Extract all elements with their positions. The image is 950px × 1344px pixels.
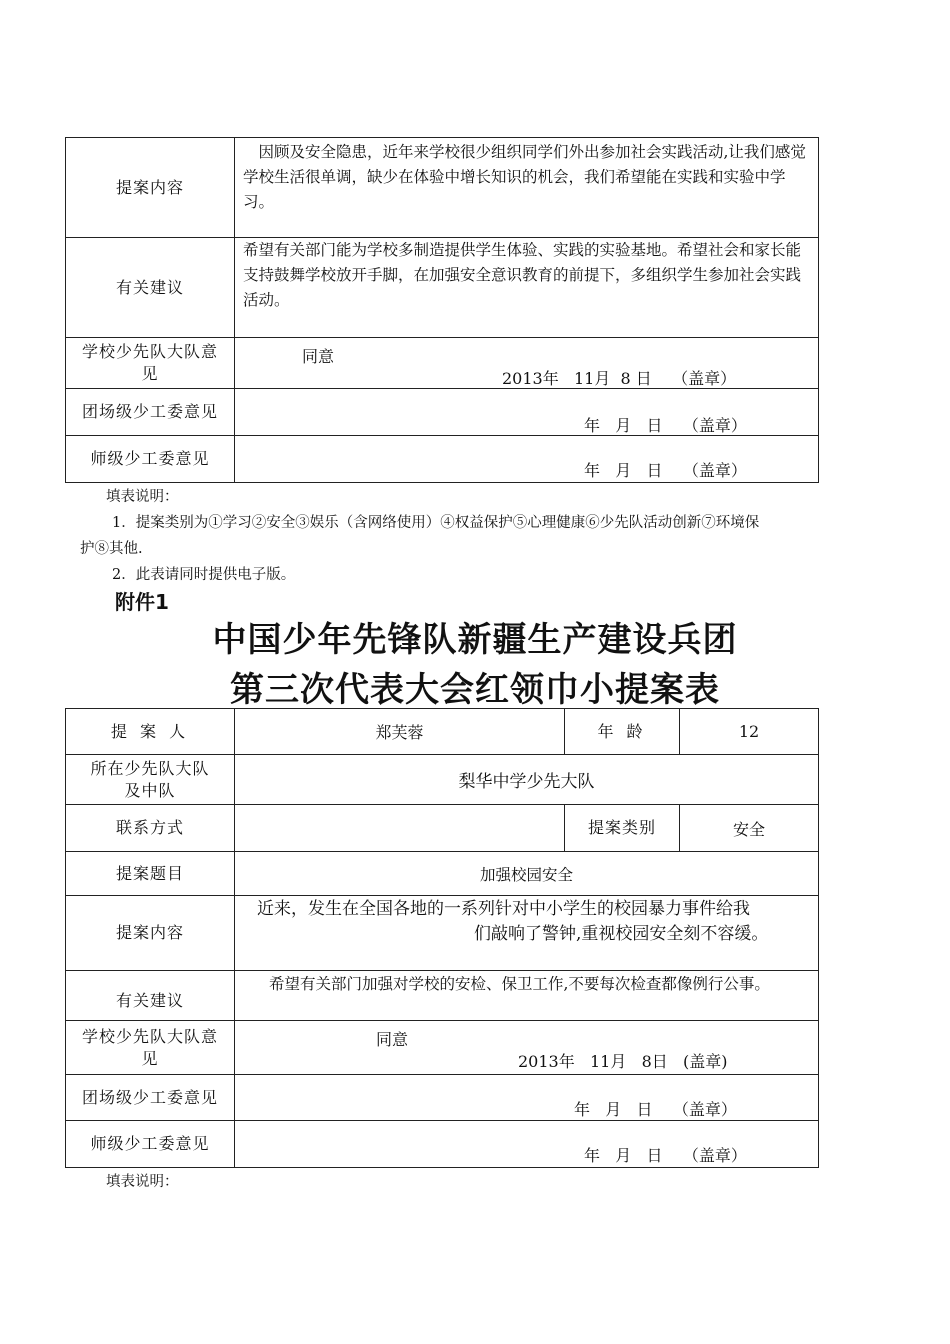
- regiment-opinion-row-2: [66, 1075, 819, 1121]
- content-row: [66, 138, 819, 238]
- division-date-2: 年 月 日 （盖章）: [584, 1146, 747, 1165]
- school-date: 2013年 11月 8 日 （盖章）: [502, 369, 737, 388]
- agree-text: 同意: [302, 347, 335, 366]
- unit-label: 所在少先队大队及中队: [66, 755, 235, 805]
- division-opinion-row-2: [66, 1121, 819, 1168]
- unit-value: 梨华中学少先大队: [235, 755, 819, 805]
- proposer-row: [66, 709, 819, 755]
- content-cell-2: [235, 896, 819, 971]
- regiment-date-2: 年 月 日 （盖章）: [574, 1100, 737, 1119]
- school-opinion-cell-2: [235, 1021, 819, 1075]
- proposal-form-1: [65, 137, 819, 483]
- school-opinion-row: [66, 338, 819, 389]
- division-opinion-cell: [235, 436, 819, 483]
- category-value: 安全: [680, 805, 819, 852]
- notes-heading: 填表说明：: [106, 489, 179, 505]
- note-item-1-cont: 护⑧其他.: [80, 541, 143, 557]
- school-date-2: 2013年 11月 8日 (盖章): [518, 1052, 728, 1071]
- suggest-label-2: 有关建议: [66, 971, 235, 1021]
- suggest-text-2: 希望有关部门加强对学校的安检、保卫工作,不要每次检查都像例行公事。: [235, 971, 819, 1021]
- fill-notes-2: [80, 1169, 179, 1195]
- regiment-opinion-row: [66, 389, 819, 436]
- unit-row: [66, 755, 819, 805]
- proposal-form-2: [65, 708, 819, 1168]
- fill-notes: [80, 484, 860, 588]
- attachment-label: 附件1: [115, 590, 169, 614]
- school-opinion-cell: [235, 338, 819, 389]
- content-label-2: 提案内容: [66, 896, 235, 971]
- school-opinion-label: 学校少先队大队意见: [66, 338, 235, 389]
- content-text: 因顾及安全隐患，近年来学校很少组织同学们外出参加社会实践活动,让我们感觉学校生活很单调，缺少在体验中增长知识的机会，我们希望能在实践和实验中学习。: [243, 143, 806, 211]
- category-label: 提案类别: [565, 805, 680, 852]
- division-opinion-cell-2: [235, 1121, 819, 1168]
- content-line-1: 近来，发生在全国各地的一系列针对中小学生的校园暴力事件给我: [257, 899, 750, 919]
- division-opinion-label-2: 师级少工委意见: [66, 1121, 235, 1168]
- agree-text-2: 同意: [376, 1030, 409, 1049]
- division-opinion-label: 师级少工委意见: [66, 436, 235, 483]
- content-cell: [235, 138, 819, 238]
- proposer-value: 郑芙蓉: [235, 709, 565, 755]
- suggest-row-2: [66, 971, 819, 1021]
- suggest-row: [66, 238, 819, 338]
- school-opinion-row-2: [66, 1021, 819, 1075]
- regiment-date: 年 月 日 （盖章）: [584, 416, 747, 435]
- contact-label: 联系方式: [66, 805, 235, 852]
- age-value: 12: [680, 709, 819, 755]
- regiment-opinion-label-2: 团场级少工委意见: [66, 1075, 235, 1121]
- regiment-opinion-cell: [235, 389, 819, 436]
- suggest-text: 希望有关部门能为学校多制造提供学生体验、实践的实验基地。希望社会和家长能支持鼓舞学校放开手脚，在加强安全意识教育的前提下，多组织学生参加社会实践活动。: [243, 241, 802, 309]
- note-item-2: 2．此表请同时提供电子版。: [112, 567, 296, 583]
- school-opinion-label-2: 学校少先队大队意见: [66, 1021, 235, 1075]
- topic-row: [66, 852, 819, 896]
- suggest-label: 有关建议: [66, 238, 235, 338]
- division-opinion-row: [66, 436, 819, 483]
- content-label: 提案内容: [66, 138, 235, 238]
- contact-value: [235, 805, 565, 852]
- proposer-label: 提 案 人: [66, 709, 235, 755]
- regiment-opinion-cell-2: [235, 1075, 819, 1121]
- title-line-2: 第三次代表大会红领巾小提案表: [230, 670, 720, 710]
- division-date: 年 月 日 （盖章）: [584, 461, 747, 480]
- age-label: 年 龄: [565, 709, 680, 755]
- content-row-2: [66, 896, 819, 971]
- topic-label: 提案题目: [66, 852, 235, 896]
- regiment-opinion-label: 团场级少工委意见: [66, 389, 235, 436]
- suggest-cell: [235, 238, 819, 338]
- title-line-1: 中国少年先锋队新疆生产建设兵团: [212, 620, 738, 660]
- note-item-1: 1．提案类别为①学习②安全③娱乐（含网络使用）④权益保护⑤心理健康⑥少先队活动创新⑦环境保: [112, 515, 760, 531]
- contact-row: [66, 805, 819, 852]
- notes-heading-2: 填表说明：: [106, 1174, 179, 1190]
- topic-value: 加强校园安全: [235, 852, 819, 896]
- content-line-2: 们敲响了警钟,重视校园安全刻不容缓。: [474, 924, 769, 944]
